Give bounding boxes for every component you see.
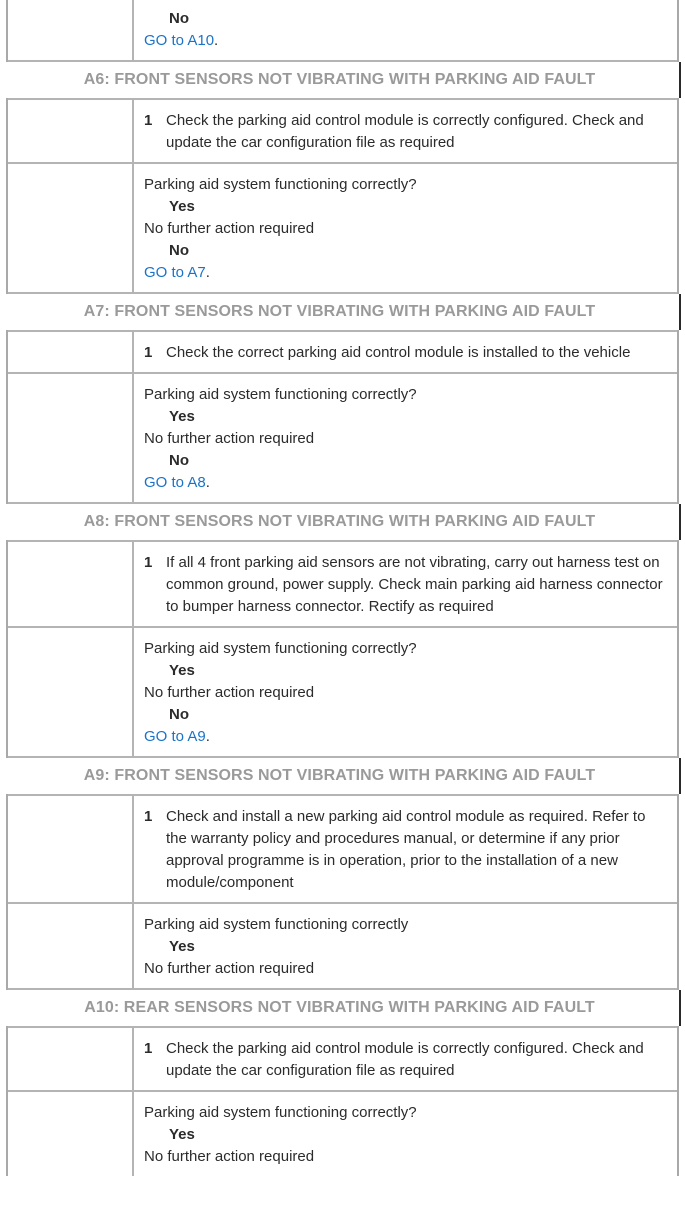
yes-label: Yes xyxy=(169,1126,195,1143)
yes-result: No further action required xyxy=(144,430,315,447)
answer-cell xyxy=(134,1092,677,1176)
question-text: Parking aid system functioning correctly? xyxy=(144,1104,417,1121)
yes-label: Yes xyxy=(169,408,195,425)
left-cell xyxy=(8,1028,134,1090)
no-label: No xyxy=(169,242,189,259)
yes-result: No further action required xyxy=(144,1148,315,1165)
left-cell xyxy=(8,628,134,756)
answer-row xyxy=(8,0,677,62)
step-cell xyxy=(134,100,677,162)
step-text: Check and install a new parking aid control module as required. Refer to the warranty policy and procedures manual, or determine if any prior approval programme is in operation, prior to the installation of a new module/component xyxy=(166,808,646,891)
section-heading-a8: A8: FRONT SENSORS NOT VIBRATING WITH PARKING AID FAULT xyxy=(0,504,679,540)
step-row xyxy=(8,540,677,628)
left-cell xyxy=(8,542,134,626)
left-cell xyxy=(8,1092,134,1176)
table-block-a6 xyxy=(6,98,679,294)
no-label: No xyxy=(169,10,189,27)
table-block-a8 xyxy=(6,540,679,758)
question-text: Parking aid system functioning correctly xyxy=(144,916,409,933)
go-to-link[interactable]: GO to A7 xyxy=(144,264,206,281)
step-cell xyxy=(134,332,677,372)
left-cell xyxy=(8,332,134,372)
step-row xyxy=(8,98,677,164)
go-to-link[interactable]: GO to A10 xyxy=(144,32,215,49)
step-text: If all 4 front parking aid sensors are not vibrating, carry out harness test on common ground, power supply. Check main parking aid harness connector to bumper harness connector. Rectify as required xyxy=(166,554,663,615)
answer-cell xyxy=(134,904,677,988)
answer-cell: Parking aid system functioning correctly? Yes No further action required No GO to A8. xyxy=(134,374,677,502)
step-row xyxy=(8,1026,677,1092)
step-number: 1 xyxy=(144,1040,153,1057)
answer-row xyxy=(8,1092,677,1176)
step-number: 1 xyxy=(144,344,153,361)
table-block-a9 xyxy=(6,794,679,990)
step-number: 1 xyxy=(144,808,153,825)
answer-cell: No GO to A10. xyxy=(134,0,677,60)
left-cell xyxy=(8,164,134,292)
step-cell xyxy=(134,1028,677,1090)
section-heading-a7: A7: FRONT SENSORS NOT VIBRATING WITH PARKING AID FAULT xyxy=(0,294,679,330)
answer-cell: Parking aid system functioning correctly? Yes No further action required No GO to A9. xyxy=(134,628,677,756)
answer-row xyxy=(8,904,677,990)
step-cell xyxy=(134,796,677,902)
question-text: Parking aid system functioning correctly? xyxy=(144,176,417,193)
no-label: No xyxy=(169,706,189,723)
no-label: No xyxy=(169,452,189,469)
left-cell xyxy=(8,100,134,162)
step-text: Check the parking aid control module is correctly configured. Check and update the car configuration file as required xyxy=(166,112,644,151)
answer-row xyxy=(8,374,677,504)
left-cell xyxy=(8,0,134,60)
step-cell xyxy=(134,542,677,626)
step-row xyxy=(8,330,677,374)
step-text: Check the parking aid control module is correctly configured. Check and update the car configuration file as required xyxy=(166,1040,644,1079)
step-text: Check the correct parking aid control module is installed to the vehicle xyxy=(166,344,631,361)
section-heading-a9: A9: FRONT SENSORS NOT VIBRATING WITH PARKING AID FAULT xyxy=(0,758,679,794)
question-text: Parking aid system functioning correctly? xyxy=(144,640,417,657)
yes-label: Yes xyxy=(169,198,195,215)
yes-label: Yes xyxy=(169,662,195,679)
question-text: Parking aid system functioning correctly? xyxy=(144,386,417,403)
go-to-link[interactable]: GO to A9 xyxy=(144,728,206,745)
left-cell xyxy=(8,904,134,988)
table-block-a7 xyxy=(6,330,679,504)
left-cell xyxy=(8,796,134,902)
yes-result: No further action required xyxy=(144,220,315,237)
answer-row xyxy=(8,628,677,758)
answer-row xyxy=(8,164,677,294)
table-block-a5-fragment xyxy=(6,0,679,62)
section-heading-a10: A10: REAR SENSORS NOT VIBRATING WITH PARKING AID FAULT xyxy=(0,990,679,1026)
yes-result: No further action required xyxy=(144,960,315,977)
answer-cell: Parking aid system functioning correctly? Yes No further action required No GO to A7. xyxy=(134,164,677,292)
go-to-link[interactable]: GO to A8 xyxy=(144,474,206,491)
yes-label: Yes xyxy=(169,938,195,955)
section-heading-a6: A6: FRONT SENSORS NOT VIBRATING WITH PARKING AID FAULT xyxy=(0,62,679,98)
step-number: 1 xyxy=(144,554,153,571)
step-number: 1 xyxy=(144,112,153,129)
table-block-a10 xyxy=(6,1026,679,1176)
left-cell xyxy=(8,374,134,502)
yes-result: No further action required xyxy=(144,684,315,701)
step-row xyxy=(8,794,677,904)
